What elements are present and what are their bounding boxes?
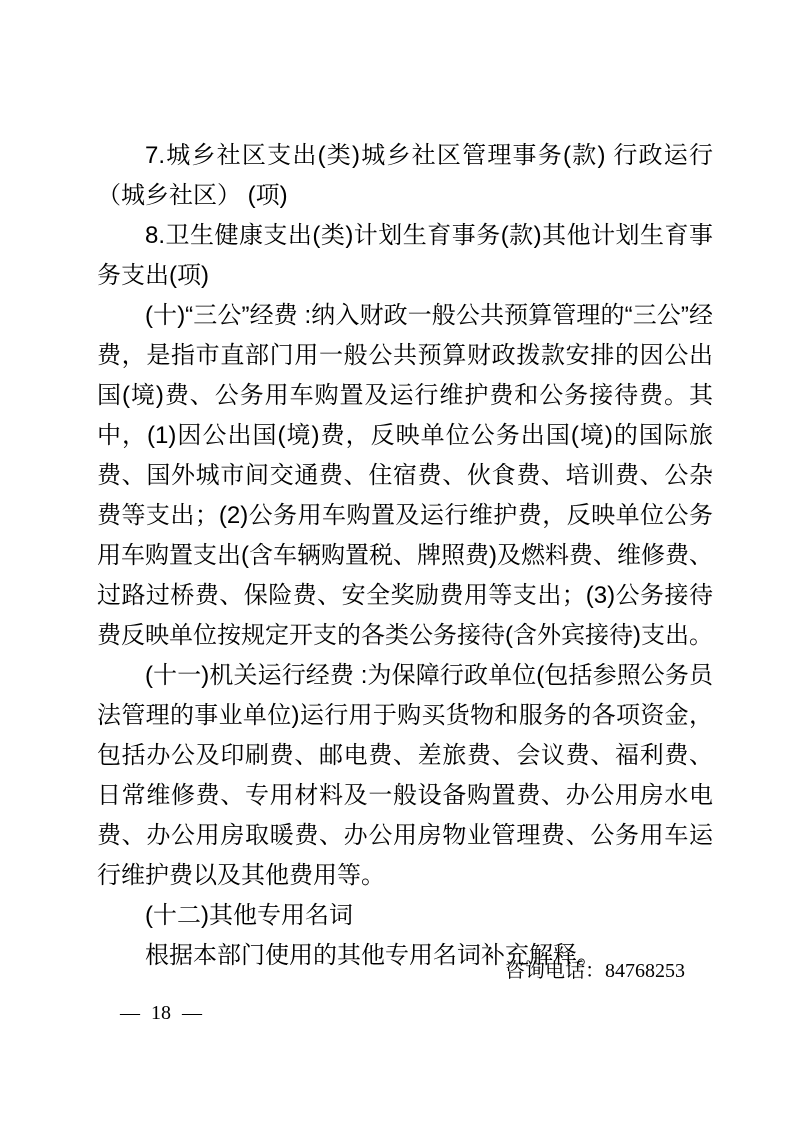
paragraph-section-ten-three-public-funds: (十)“三公”经费 :纳入财政一般公共预算管理的“三公”经费，是指市直部门用一般公共预算财政拨款安排的因公出国(境)费、公务用车购置及运行维护费和公务接待费。其中，(1)因公出国(境)费，反映单位公务出国(境)的国际旅费、国外城市间交通费、住宿费、伙食费、培训费、公杂费等支出；(2)公务用车购置及运行维护费，反映单位公务用车购置支出(含车辆购置税、牌照费)及燃料费、维修费、过路过桥费、保险费、安全奖励费用等支出；(3)公务接待费反映单位按规定开支的各类公务接待(含外宾接待)支出。 — [97, 302, 713, 649]
paragraph-item-8: 8.卫生健康支出(类)计划生育事务(款)其他计划生育事务支出(项) — [97, 222, 713, 289]
contact-phone: 咨询电话：84768253 — [505, 960, 685, 982]
paragraph-section-twelve-heading: (十二)其他专用名词 — [145, 902, 353, 929]
paragraph-section-eleven-agency-operating-funds: (十一)机关运行经费 :为保障行政单位(包括参照公务员法管理的事业单位)运行用于购买货物和服务的各项资金，包括办公及印刷费、邮电费、差旅费、会议费、福利费、日常维修费、专用材料及一般设备购置费、办公用房水电费、办公用房取暖费、办公用房物业管理费、公务用车运行维护费以及其他费用等。 — [97, 662, 713, 889]
page-number: — 18 — — [120, 1002, 202, 1024]
document-body — [97, 136, 713, 976]
paragraph-item-7: 7.城乡社区支出(类)城乡社区管理事务(款) 行政运行（城乡社区） (项) — [97, 142, 713, 209]
paragraph-section-twelve-note: 根据本部门使用的其他专用名词补充解释。 — [145, 942, 601, 969]
